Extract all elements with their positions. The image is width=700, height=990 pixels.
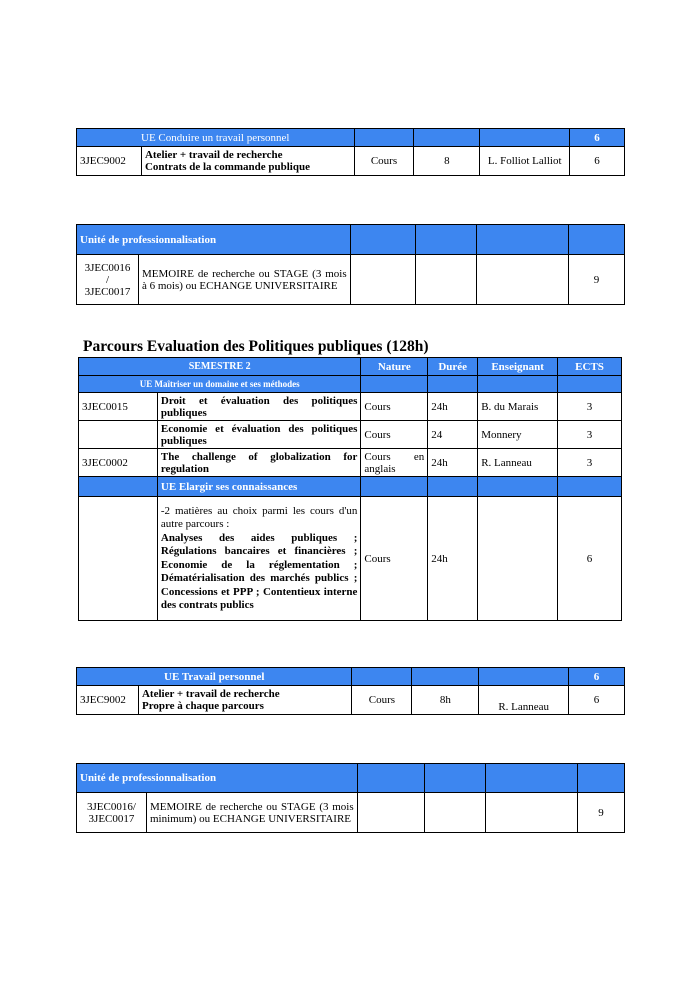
course-codes: 3JEC0016 / 3JEC0017: [77, 255, 139, 305]
course-nature: Cours: [352, 686, 412, 715]
course-description: MEMOIRE de recherche ou STAGE (3 mois à 6 mois) ou ECHANGE UNIVERSITAIRE: [138, 255, 350, 305]
table-header-row: [79, 358, 622, 376]
table-header-row: [77, 764, 625, 793]
ue-header-label: UE Conduire un travail personnel: [77, 129, 355, 147]
ects-header: ECTS: [558, 358, 622, 376]
course-teacher: Monnery: [478, 421, 558, 449]
course-code: 3JEC0002: [79, 449, 158, 477]
duree-header: Durée: [428, 358, 478, 376]
choice-list: Analyses des aides publiques ; Régulations bancaires et financières ; Economie de la réglementation ; Dématérialisation des marchés publics ; Concessions et PPP ; Contentieux interne des contrats publics: [160, 531, 358, 611]
ue-subheader-row: [79, 477, 622, 497]
course-nature: Cours: [354, 147, 414, 176]
professionnalisation-table: [76, 224, 625, 305]
section-title: Parcours Evaluation des Politiques publiques (128h): [83, 338, 429, 355]
table-row: [77, 255, 625, 305]
course-ects: 3: [558, 449, 622, 477]
ue-travail-personnel-table: [76, 128, 625, 176]
course-code: [79, 421, 158, 449]
course-nature: Cours: [361, 393, 428, 421]
course-code: 3JEC0015: [79, 393, 158, 421]
table-row: [77, 147, 625, 176]
course-ects: 6: [558, 497, 622, 621]
course-title: Droit et évaluation des politiques publiques: [157, 393, 361, 421]
course-nature: Cours: [361, 421, 428, 449]
course-codes: 3JEC0016/ 3JEC0017: [77, 793, 147, 833]
course-duration: 24h: [428, 393, 478, 421]
table-row: [77, 686, 625, 715]
course-nature: Cours en anglais: [361, 449, 428, 477]
choice-description: [157, 497, 361, 621]
course-duration: 24h: [428, 449, 478, 477]
course-ects: 9: [569, 255, 625, 305]
course-ects: 9: [578, 793, 625, 833]
course-ects: 3: [558, 393, 622, 421]
course-title: Atelier + travail de recherche Contrats de la commande publique: [141, 147, 354, 176]
nature-header: Nature: [361, 358, 428, 376]
professionnalisation-table-2: [76, 763, 625, 833]
course-teacher: R. Lanneau: [478, 449, 558, 477]
course-ects: 6: [570, 147, 625, 176]
table-row: [77, 793, 625, 833]
ects-total: 6: [570, 129, 625, 147]
course-duration: 8: [414, 147, 480, 176]
course-teacher: R. Lanneau: [479, 686, 569, 715]
choice-intro: -2 matières au choix parmi les cours d'un autre parcours :: [160, 504, 358, 530]
course-code: 3JEC9002: [77, 686, 139, 715]
ue-travail-personnel-table-2: [76, 667, 625, 715]
semestre-label: SEMESTRE 2: [79, 358, 361, 376]
table-header-row: [77, 129, 625, 147]
course-title: The challenge of globalization for regulation: [157, 449, 361, 477]
course-teacher: L. Folliot Lalliot: [480, 147, 570, 176]
ue-header-label: Unité de professionnalisation: [77, 764, 358, 793]
enseignant-header: Enseignant: [478, 358, 558, 376]
course-teacher: B. du Marais: [478, 393, 558, 421]
semestre-2-table: [78, 357, 622, 621]
table-header-row: [77, 225, 625, 255]
course-code: 3JEC9002: [77, 147, 142, 176]
ue-subheader-row: [79, 376, 622, 393]
course-title: Atelier + travail de recherche Propre à chaque parcours: [138, 686, 352, 715]
course-nature: Cours: [361, 497, 428, 621]
table-row: [79, 449, 622, 477]
ue-header-label: Unité de professionnalisation: [77, 225, 351, 255]
ue-label: UE Elargir ses connaissances: [157, 477, 361, 497]
ects-total: 6: [569, 668, 625, 686]
course-duration: 24h: [428, 497, 478, 621]
table-row: [79, 393, 622, 421]
table-header-row: [77, 668, 625, 686]
course-duration: 24: [428, 421, 478, 449]
course-ects: 6: [569, 686, 625, 715]
ue-header-label: UE Travail personnel: [77, 668, 352, 686]
course-title: Economie et évaluation des politiques publiques: [157, 421, 361, 449]
course-description: MEMOIRE de recherche ou STAGE (3 mois minimum) ou ECHANGE UNIVERSITAIRE: [146, 793, 357, 833]
ue-label: UE Maîtriser un domaine et ses méthodes: [79, 376, 361, 393]
table-row: [79, 497, 622, 621]
course-ects: 3: [558, 421, 622, 449]
table-row: [79, 421, 622, 449]
course-duration: 8h: [412, 686, 479, 715]
